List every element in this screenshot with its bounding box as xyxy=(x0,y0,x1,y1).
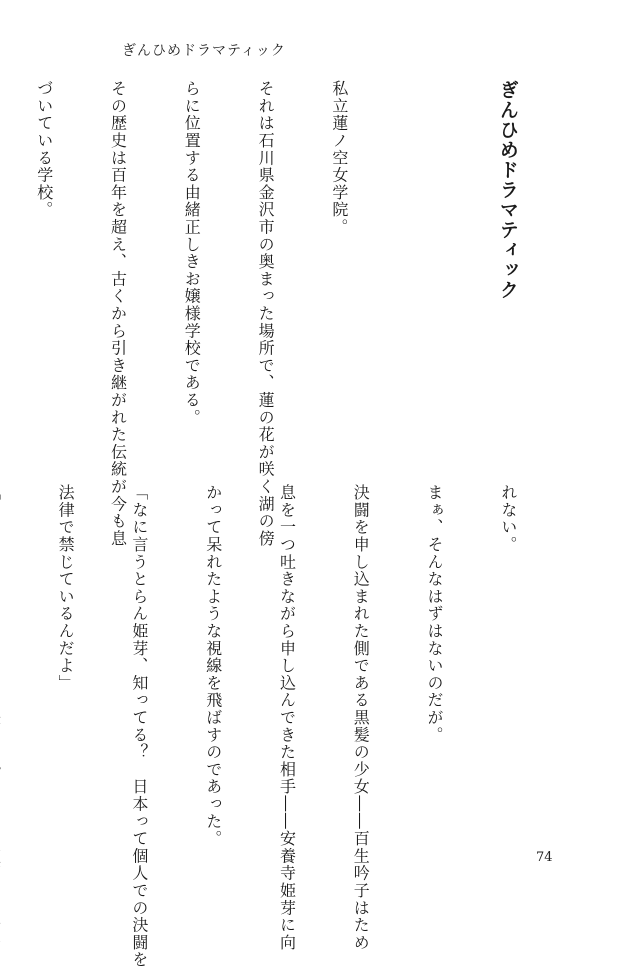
chapter-title: ぎんひめドラマティック xyxy=(496,80,519,300)
running-head: ぎんひめドラマティック xyxy=(122,43,286,59)
text-line: それは石川県金沢市の奥まった場所で、蓮の花が咲く湖の傍 xyxy=(256,80,276,548)
text-line: 私立蓮ノ空女学院。 xyxy=(329,80,349,236)
page-number: 74 xyxy=(536,850,553,865)
title-gap xyxy=(400,80,424,440)
text-line: かって呆れたような視線を飛ばすのであった。 xyxy=(203,484,223,848)
text-line: 決闘を申し込まれた側である黒髪の少女――百生吟子はため xyxy=(351,484,371,952)
text-line: まぁ、そんなはずはないのだが。 xyxy=(425,484,445,744)
text-line: その歴史は百年を超え、古くから引き継がれた伝統が今も息 xyxy=(108,80,128,548)
text-line: 息を一つ吐きながら申し込んできた相手――安養寺姫芽に向 xyxy=(277,484,297,952)
text-line: れない。 xyxy=(498,484,518,554)
text-line: らに位置する由緒正しきお嬢様学校である。 xyxy=(182,80,202,426)
text-line: 法律で禁じているんだよ」 xyxy=(56,484,76,692)
text-line: 「なに言うとらん姫芽、知ってる？ 日本って個人での決闘を xyxy=(129,484,149,969)
text-line xyxy=(0,484,3,844)
text-line: づいている学校。 xyxy=(34,80,54,219)
